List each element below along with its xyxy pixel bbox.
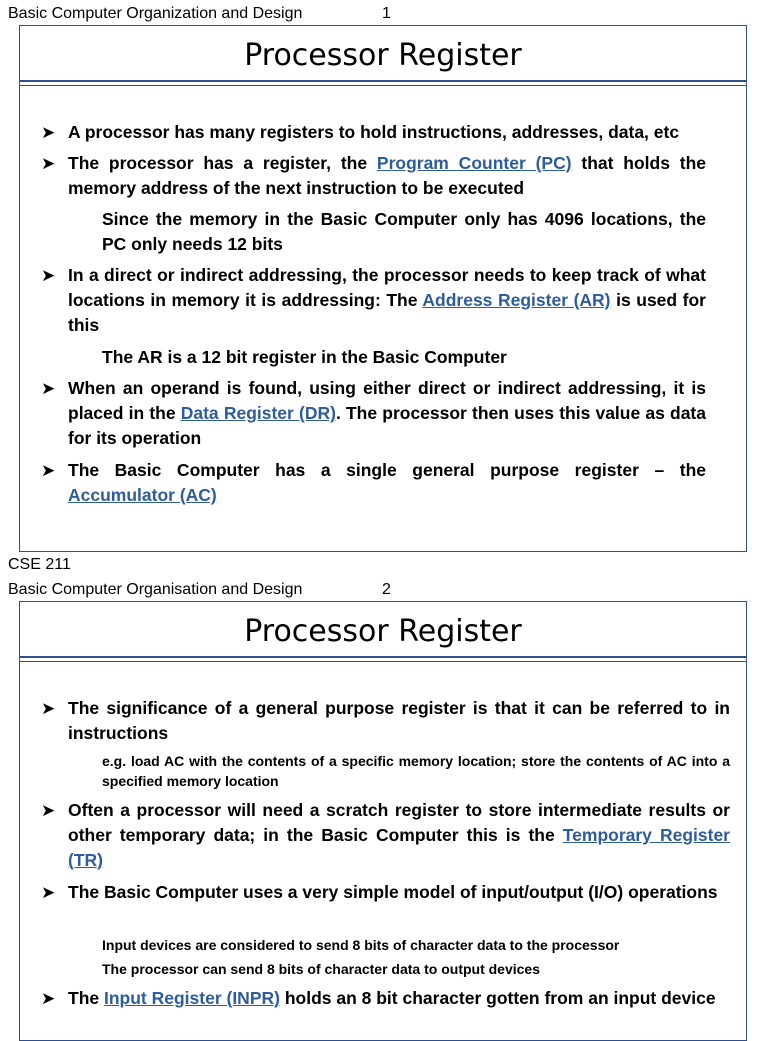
arrow-bullet-icon: ➤: [41, 461, 56, 480]
arrow-bullet-icon: ➤: [41, 379, 56, 398]
bullet-item: [41, 696, 730, 746]
bullet-item: [41, 376, 706, 451]
sub-item: The processor can send 8 bits of character data to output devices: [102, 961, 541, 977]
slide-1: [19, 25, 747, 552]
bullet-text: The processor has a register, the: [68, 153, 377, 173]
page-number: 2: [382, 581, 391, 598]
address-register-link[interactable]: Address Register (AR): [422, 290, 611, 310]
slide-2: [19, 601, 747, 1041]
header-title: Basic Computer Organization and Design: [8, 5, 303, 22]
sub-item: Since the memory in the Basic Computer only has 4096 locations, the PC only needs 12 bits: [102, 209, 706, 254]
bullet-text: When an operand is found, using either direct or indirect addressing, it is placed in the: [68, 378, 706, 423]
arrow-bullet-icon: ➤: [41, 801, 56, 820]
arrow-bullet-icon: ➤: [41, 699, 56, 718]
arrow-bullet-icon: ➤: [41, 989, 56, 1008]
header-title: Basic Computer Organisation and Design: [8, 581, 303, 598]
slide-title: Processor Register: [244, 38, 522, 73]
sub-item: The AR is a 12 bit register in the Basic Computer: [102, 347, 507, 367]
sub-item: e.g. load AC with the contents of a specific memory location; store the contents of AC into a specified memory location: [102, 753, 730, 789]
bullet-item: [41, 880, 730, 905]
arrow-bullet-icon: ➤: [41, 154, 56, 173]
bullet-item: [41, 120, 706, 145]
bullet-text: . The processor then uses this value as data for its operation: [68, 403, 706, 448]
bullet-text: The significance of a general purpose register is that it can be referred to in instructions: [68, 698, 730, 743]
temporary-register-link[interactable]: Temporary Register (TR): [68, 825, 730, 870]
bullet-text: A processor has many registers to hold instructions, addresses, data, etc: [68, 122, 680, 142]
page-header-2: [8, 581, 391, 599]
arrow-bullet-icon: ➤: [41, 123, 56, 142]
bullet-text: is used for this: [68, 290, 706, 335]
data-register-link[interactable]: Data Register (DR): [180, 403, 336, 423]
bullet-text: In a direct or indirect addressing, the processor needs to keep track of what locations in memory it is addressing: The: [68, 265, 706, 310]
bullet-text: holds an 8 bit character gotten from an input device: [279, 988, 716, 1008]
accumulator-link[interactable]: Accumulator (AC): [68, 485, 217, 505]
input-register-link[interactable]: Input Register (INPR): [103, 988, 280, 1008]
bullet-text: Often a processor will need a scratch register to store intermediate results or other temporary data; in the Basic Computer this is the: [68, 800, 730, 845]
page-header-1: [8, 5, 391, 23]
bullet-text: The: [68, 988, 104, 1008]
bullet-item: [41, 151, 707, 201]
title-divider: [20, 656, 746, 662]
program-counter-link[interactable]: Program Counter (PC): [376, 153, 572, 173]
sub-item: Input devices are considered to send 8 bits of character data to the processor: [102, 937, 620, 953]
bullet-item: [41, 263, 706, 338]
title-divider: [20, 80, 746, 86]
slide-title: Processor Register: [244, 614, 522, 649]
bullet-text: The Basic Computer has a single general purpose register – the: [68, 460, 706, 480]
arrow-bullet-icon: ➤: [41, 266, 56, 285]
bullet-text: The Basic Computer uses a very simple model of input/output (I/O) operations: [68, 882, 718, 902]
course-code: CSE 211: [8, 556, 71, 573]
bullet-text: that holds the memory address of the next instruction to be executed: [68, 153, 707, 198]
bullet-item: [41, 986, 730, 1011]
arrow-bullet-icon: ➤: [41, 883, 56, 902]
page-number: 1: [382, 5, 391, 22]
bullet-item: [41, 798, 730, 873]
bullet-item: [41, 458, 706, 508]
